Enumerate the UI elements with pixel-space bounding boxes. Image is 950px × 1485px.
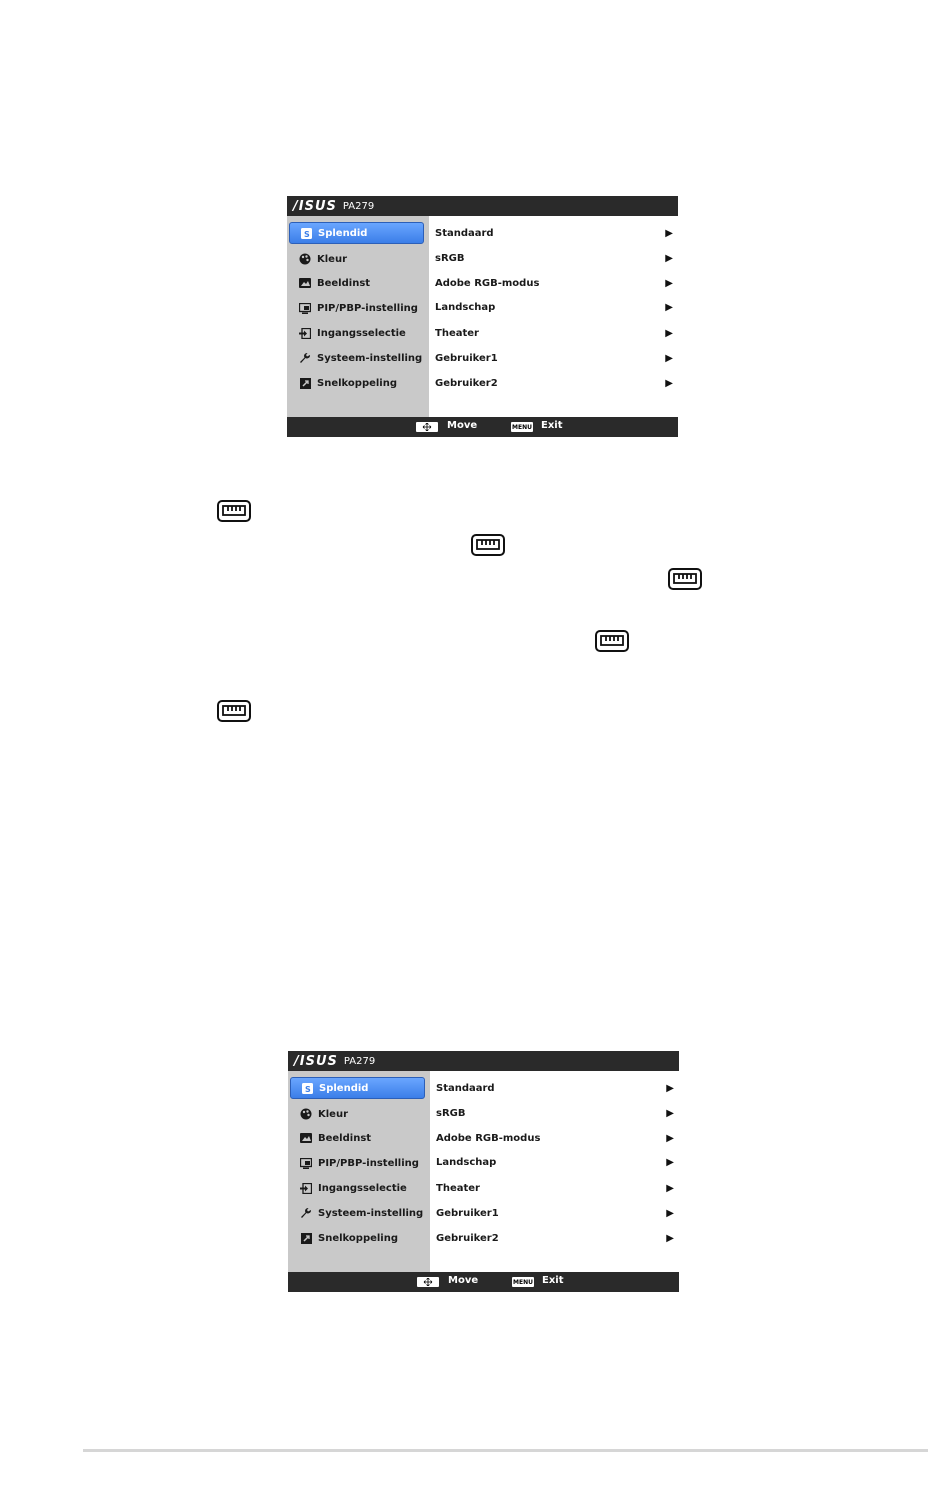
- option-srgb[interactable]: [435, 249, 675, 267]
- option-theater[interactable]: [435, 324, 675, 342]
- option-label: Standaard: [435, 227, 494, 239]
- menu-item-snelkoppeling[interactable]: [290, 1227, 425, 1249]
- arrow-right-icon: ▶: [666, 1182, 674, 1194]
- arrow-right-icon: ▶: [666, 1107, 674, 1119]
- option-standaard[interactable]: [436, 1079, 676, 1097]
- pip-icon: [300, 1157, 312, 1169]
- option-label: Gebruiker1: [436, 1207, 499, 1219]
- menu-item-label: Ingangsselectie: [317, 327, 406, 339]
- svg-text:S: S: [304, 1084, 311, 1094]
- option-landschap[interactable]: [435, 298, 675, 316]
- splendid-icon: [301, 1082, 313, 1094]
- menu-item-label: Beeldinst: [317, 277, 371, 289]
- arrow-right-icon: ▶: [665, 252, 673, 264]
- pip-icon: [299, 302, 311, 314]
- menu-item-splendid[interactable]: [289, 222, 424, 244]
- option-label: Standaard: [436, 1082, 495, 1094]
- menu-item-label: Kleur: [317, 253, 348, 265]
- menu-item-label: Snelkoppeling: [317, 377, 398, 389]
- option-gebruiker1[interactable]: [435, 349, 675, 367]
- osd-options-panel: [430, 1071, 679, 1272]
- option-theater[interactable]: [436, 1179, 676, 1197]
- option-gebruiker2[interactable]: [436, 1229, 676, 1247]
- model-name: PA279: [343, 1055, 376, 1067]
- menu-item-beeldinst[interactable]: [290, 1127, 425, 1149]
- menu-key-icon: [216, 699, 252, 723]
- shortcut-icon: [300, 1232, 312, 1244]
- arrow-right-icon: ▶: [665, 227, 673, 239]
- menu-item-label: PIP/PBP-instelling: [317, 302, 418, 314]
- menu-item-label: Beeldinst: [318, 1132, 372, 1144]
- osd-main-menu: [287, 216, 429, 417]
- option-label: sRGB: [436, 1107, 466, 1119]
- menu-item-snelkoppeling[interactable]: [289, 372, 424, 394]
- wrench-icon: [300, 1207, 312, 1219]
- menu-key-label: MENU: [513, 1278, 533, 1286]
- option-label: Gebruiker2: [435, 377, 498, 389]
- osd-main-menu: [288, 1071, 430, 1272]
- menu-key-icon: [594, 629, 630, 653]
- arrow-right-icon: ▶: [665, 377, 673, 389]
- splendid-icon: [300, 227, 312, 239]
- move-label: Move: [447, 420, 478, 431]
- move-label: Move: [448, 1275, 479, 1286]
- option-label: Adobe RGB-modus: [436, 1132, 541, 1144]
- menu-item-label: Systeem-instelling: [318, 1207, 424, 1219]
- menu-item-ingangsselectie[interactable]: [289, 322, 424, 344]
- option-landschap[interactable]: [436, 1153, 676, 1171]
- svg-text:S: S: [303, 229, 310, 239]
- menu-item-ingangsselectie[interactable]: [290, 1177, 425, 1199]
- menu-item-label: Ingangsselectie: [318, 1182, 407, 1194]
- move-key-icon: [416, 422, 438, 432]
- asus-logo: /ISUS: [294, 1053, 338, 1069]
- osd-title-bar: [288, 1051, 679, 1071]
- palette-icon: [300, 1108, 312, 1120]
- menu-key-label: MENU: [512, 423, 532, 431]
- shortcut-icon: [299, 377, 311, 389]
- menu-item-pip-pbp[interactable]: [289, 297, 424, 319]
- option-label: Gebruiker1: [435, 352, 498, 364]
- image-icon: [299, 277, 311, 289]
- menu-item-systeem-instelling[interactable]: [289, 347, 424, 369]
- option-srgb[interactable]: [436, 1104, 676, 1122]
- arrow-right-icon: ▶: [665, 352, 673, 364]
- menu-item-label: PIP/PBP-instelling: [318, 1157, 419, 1169]
- menu-item-label: Kleur: [318, 1108, 349, 1120]
- option-label: Theater: [435, 327, 479, 339]
- option-adobe-rgb[interactable]: [435, 274, 675, 292]
- osd-title-bar: [287, 196, 678, 216]
- option-label: Gebruiker2: [436, 1232, 499, 1244]
- menu-item-splendid[interactable]: [290, 1077, 425, 1099]
- menu-item-label: Splendid: [319, 1082, 369, 1094]
- exit-label: Exit: [541, 420, 563, 431]
- osd-menu-1: [287, 196, 678, 437]
- palette-icon: [299, 253, 311, 265]
- option-standaard[interactable]: [435, 224, 675, 242]
- menu-item-pip-pbp[interactable]: [290, 1152, 425, 1174]
- move-key-icon: [417, 1277, 439, 1287]
- menu-item-label: Splendid: [318, 227, 368, 239]
- menu-item-kleur[interactable]: [290, 1103, 425, 1125]
- arrow-right-icon: ▶: [666, 1132, 674, 1144]
- menu-item-label: Snelkoppeling: [318, 1232, 399, 1244]
- option-adobe-rgb[interactable]: [436, 1129, 676, 1147]
- arrow-right-icon: ▶: [666, 1082, 674, 1094]
- menu-key-icon: [470, 533, 506, 557]
- menu-key-icon: [216, 499, 252, 523]
- arrow-right-icon: ▶: [665, 277, 673, 289]
- option-label: Landschap: [435, 301, 496, 313]
- option-label: Theater: [436, 1182, 480, 1194]
- asus-logo: /ISUS: [293, 198, 337, 214]
- arrow-right-icon: ▶: [666, 1232, 674, 1244]
- menu-item-beeldinst[interactable]: [289, 272, 424, 294]
- osd-menu-2: [288, 1051, 679, 1292]
- arrow-right-icon: ▶: [666, 1207, 674, 1219]
- input-icon: [300, 1182, 312, 1194]
- image-icon: [300, 1132, 312, 1144]
- menu-item-kleur[interactable]: [289, 248, 424, 270]
- input-icon: [299, 327, 311, 339]
- option-gebruiker2[interactable]: [435, 374, 675, 392]
- osd-bottom-bar: [287, 417, 678, 437]
- menu-key-icon: [667, 567, 703, 591]
- option-label: sRGB: [435, 252, 465, 264]
- footer-divider: [83, 1449, 928, 1452]
- model-name: PA279: [342, 200, 375, 212]
- arrow-right-icon: ▶: [665, 327, 673, 339]
- osd-options-panel: [429, 216, 678, 417]
- arrow-right-icon: ▶: [665, 301, 673, 313]
- menu-item-label: Systeem-instelling: [317, 352, 423, 364]
- menu-item-systeem-instelling[interactable]: [290, 1202, 425, 1224]
- osd-bottom-bar: [288, 1272, 679, 1292]
- option-gebruiker1[interactable]: [436, 1204, 676, 1222]
- arrow-right-icon: ▶: [666, 1156, 674, 1168]
- wrench-icon: [299, 352, 311, 364]
- option-label: Adobe RGB-modus: [435, 277, 540, 289]
- option-label: Landschap: [436, 1156, 497, 1168]
- exit-label: Exit: [542, 1275, 564, 1286]
